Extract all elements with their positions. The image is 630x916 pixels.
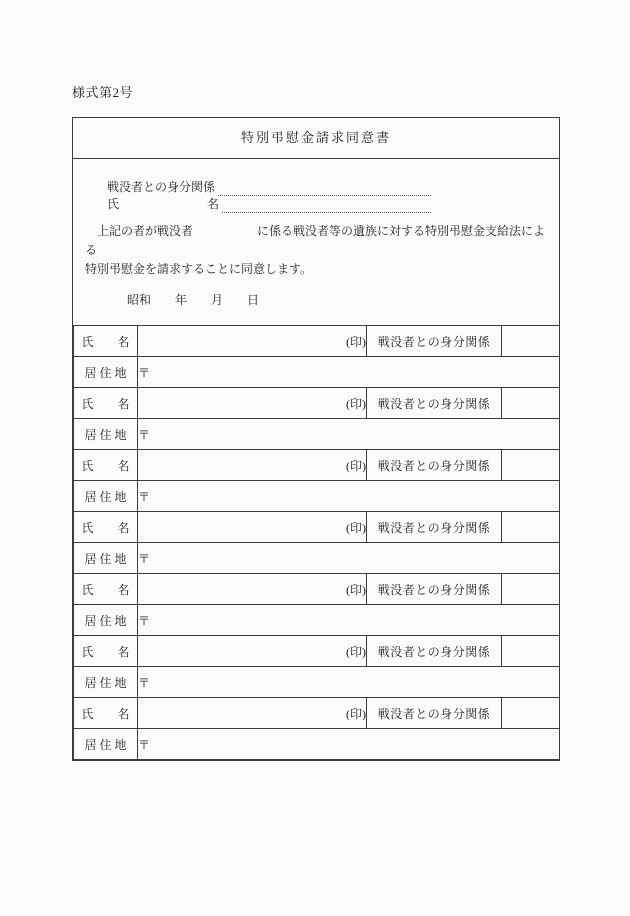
name-input-cell [138,574,367,605]
address-label-cell: 居 住 地 [74,605,138,636]
name-input-cell [138,450,367,481]
seal-label: (印) [346,396,366,411]
relation-input-cell [502,450,560,481]
relation-header-cell: 戦没者との身分関係 [367,574,502,605]
name-line-label-first: 氏 [107,197,120,211]
address-input-cell [138,419,560,450]
relation-header-cell: 戦没者との身分関係 [367,450,502,481]
name-label-cell: 氏 名 [74,574,138,605]
paragraph-part1: 上記の者が戦没者 [97,224,194,238]
address-input-cell [138,729,560,760]
name-row [74,450,560,481]
name-label-cell: 氏 名 [74,450,138,481]
paragraph-part2: に係る戦没者等の遺族に対する特別弔慰金支給法による [85,224,546,257]
relation-dotted-fill [218,183,431,196]
seal-label: (印) [346,334,366,349]
relation-input-cell [502,512,560,543]
relation-line [107,179,431,196]
address-row [74,667,560,698]
name-line-label-second: 名 [207,197,220,211]
name-label-cell: 氏 名 [74,326,138,357]
name-label-cell: 氏 名 [74,388,138,419]
form-title: 特別弔慰金請求同意書 [73,118,559,159]
postal-mark: 〒 [138,675,151,690]
address-row [74,481,560,512]
relation-header-cell: 戦没者との身分関係 [367,636,502,667]
relation-header-cell: 戦没者との身分関係 [367,512,502,543]
postal-mark: 〒 [138,737,151,752]
name-input-cell [138,698,367,729]
name-input-cell [138,326,367,357]
name-row [74,512,560,543]
postal-mark: 〒 [138,365,151,380]
relation-input-cell [502,388,560,419]
relation-header-cell: 戦没者との身分関係 [367,698,502,729]
name-row [74,574,560,605]
postal-mark: 〒 [138,551,151,566]
paragraph-part3: 特別弔慰金を請求することに同意します。 [85,262,313,276]
name-label-cell: 氏 名 [74,698,138,729]
address-input-cell [138,357,560,388]
address-row [74,605,560,636]
name-line [107,196,431,213]
relation-line-label: 戦没者との身分関係 [107,180,216,194]
name-input-cell [138,512,367,543]
address-input-cell [138,481,560,512]
relation-header-cell: 戦没者との身分関係 [367,388,502,419]
seal-label: (印) [346,706,366,721]
form-number: 様式第2号 [72,85,134,100]
name-row [74,698,560,729]
relation-input-cell [502,574,560,605]
seal-label: (印) [346,458,366,473]
relation-header-cell: 戦没者との身分関係 [367,326,502,357]
address-label-cell: 居 住 地 [74,481,138,512]
address-label-cell: 居 住 地 [74,357,138,388]
name-input-cell [138,636,367,667]
address-row [74,419,560,450]
seal-label: (印) [346,644,366,659]
form-body [73,159,559,325]
relation-input-cell [502,326,560,357]
address-row [74,543,560,574]
name-input-cell [138,388,367,419]
name-label-cell: 氏 名 [74,636,138,667]
signatories-table-body [74,326,560,760]
name-dotted-fill [222,200,431,213]
address-input-cell [138,543,560,574]
consent-form-box [72,117,560,761]
relation-input-cell [502,636,560,667]
signatories-table [73,325,560,760]
name-row [74,326,560,357]
address-row [74,729,560,760]
date-line: 昭和 年 月 日 [127,293,260,307]
consent-paragraph [85,222,547,279]
address-label-cell: 居 住 地 [74,543,138,574]
address-label-cell: 居 住 地 [74,419,138,450]
address-label-cell: 居 住 地 [74,667,138,698]
postal-mark: 〒 [138,613,151,628]
relation-input-cell [502,698,560,729]
name-label-cell: 氏 名 [74,512,138,543]
postal-mark: 〒 [138,427,151,442]
address-input-cell [138,605,560,636]
address-label-cell: 居 住 地 [74,729,138,760]
address-row [74,357,560,388]
name-row [74,636,560,667]
seal-label: (印) [346,582,366,597]
address-input-cell [138,667,560,698]
name-row [74,388,560,419]
seal-label: (印) [346,520,366,535]
postal-mark: 〒 [138,489,151,504]
